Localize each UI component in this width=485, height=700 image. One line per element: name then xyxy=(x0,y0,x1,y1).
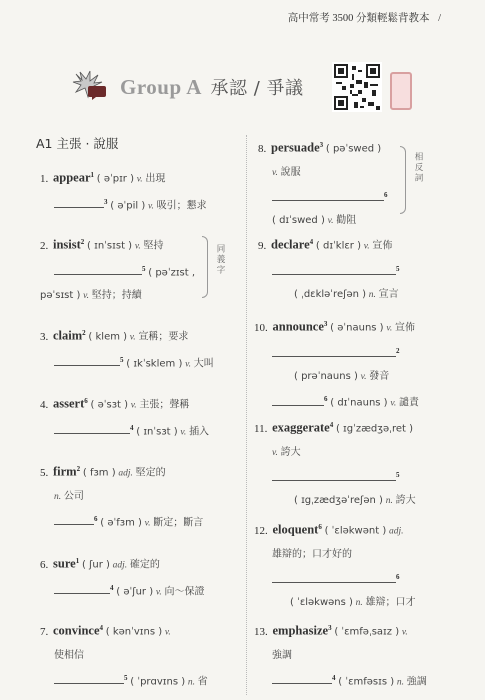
part-of-speech: adj. xyxy=(388,526,404,537)
level-marker: 5 xyxy=(396,470,400,479)
item-number: 8. xyxy=(258,142,267,155)
phonetic: ( fɜm ) xyxy=(82,467,116,479)
phonetic: ( ˈprɑvɪns ) xyxy=(130,676,186,688)
item-number: 11. xyxy=(254,422,268,435)
list-item xyxy=(40,617,208,693)
phonetic: ( əˈpɪr ) xyxy=(96,173,134,185)
list-item xyxy=(254,516,416,614)
phonetic: ( dɪˈklɛr ) xyxy=(315,240,361,252)
definition: 大叫 xyxy=(193,358,214,370)
synonym-brace xyxy=(202,236,208,298)
answer-blank[interactable] xyxy=(272,188,384,201)
level-marker: 3 xyxy=(319,141,324,149)
definition: 雄辯的；口才好的 xyxy=(272,548,352,560)
phonetic: ( ˈɛləkwənt ) xyxy=(324,525,387,537)
level-marker: 6 xyxy=(318,523,322,531)
definition: 宣稱；要求 xyxy=(138,331,189,343)
definition: 公司 xyxy=(63,490,84,502)
answer-blank[interactable] xyxy=(272,344,396,357)
part-of-speech: v. xyxy=(180,427,187,438)
level-marker: 2 xyxy=(82,329,86,337)
phone-icon xyxy=(390,72,412,110)
antonym-brace xyxy=(400,146,406,214)
phonetic: ( əˈnauns ) xyxy=(330,322,384,334)
answer-blank[interactable] xyxy=(54,671,124,684)
headword: exaggerate xyxy=(272,420,330,435)
answer-blank[interactable] xyxy=(272,468,396,481)
phonetic: ( ɪkˈsklem ) xyxy=(126,358,183,370)
part-of-speech: v. xyxy=(134,241,141,252)
phonetic: ( ˈɛləkwəns ) xyxy=(290,597,353,609)
part-of-speech: v. xyxy=(327,216,334,227)
definition: 宣言 xyxy=(378,289,399,301)
level-marker: 5 xyxy=(120,355,124,364)
answer-blank[interactable] xyxy=(272,262,396,275)
level-marker: 6 xyxy=(324,395,328,404)
answer-blank[interactable] xyxy=(272,671,332,684)
definition: 確定的 xyxy=(129,559,160,571)
definition: 吸引；懇求 xyxy=(156,200,207,212)
phonetic: ( ɪnˈsɜt ) xyxy=(136,426,178,438)
level-marker: 4 xyxy=(130,423,134,432)
synonym-note: 同義字 xyxy=(215,244,225,276)
part-of-speech: n. xyxy=(355,598,363,609)
level-marker: 4 xyxy=(110,583,114,592)
qr-code-icon[interactable] xyxy=(332,62,382,112)
phonetic: ( əˈsɜt ) xyxy=(90,399,129,411)
part-of-speech: v. xyxy=(390,398,397,409)
list-item xyxy=(40,322,214,375)
definition: 譴責 xyxy=(398,397,419,409)
page-header xyxy=(288,10,441,25)
definition: 省 xyxy=(197,676,208,688)
headword: claim xyxy=(53,328,83,343)
level-marker: 4 xyxy=(332,673,336,682)
phonetic: ( dɪˈnauns ) xyxy=(330,397,388,409)
definition: 雄辯；口才 xyxy=(365,597,416,609)
part-of-speech: v. xyxy=(272,167,278,178)
phonetic: ( ɪgˌzædʒəˈreʃən ) xyxy=(294,495,383,507)
page-marker: / xyxy=(438,13,441,24)
headword: assert xyxy=(53,396,85,411)
phonetic: ( dɪˈswed ) xyxy=(272,215,325,227)
answer-blank[interactable] xyxy=(54,195,104,208)
headword: emphasize xyxy=(272,623,329,638)
list-item xyxy=(258,231,400,306)
level-marker: 3 xyxy=(328,624,332,632)
list-item xyxy=(40,390,209,443)
list-item xyxy=(40,164,207,217)
antonym-note: 相反詞 xyxy=(413,152,423,184)
part-of-speech: v. xyxy=(164,627,171,638)
phonetic: ( əˈpil ) xyxy=(110,200,146,212)
item-number: 6. xyxy=(40,558,49,571)
definition: 主張；聲稱 xyxy=(139,399,190,411)
definition: 堅定的 xyxy=(135,467,166,479)
level-marker: 3 xyxy=(104,197,108,206)
level-marker: 4 xyxy=(309,238,314,246)
item-number: 3. xyxy=(40,330,49,343)
level-marker: 6 xyxy=(94,514,98,523)
phonetic: ( kənˈvɪns ) xyxy=(105,626,163,638)
definition: 強調 xyxy=(406,676,427,688)
headword: sure xyxy=(53,556,76,571)
phonetic: pəˈsɪst ) xyxy=(40,290,81,302)
level-marker: 5 xyxy=(142,264,146,273)
definition: 斷定；斷言 xyxy=(153,517,204,529)
definition: 出現 xyxy=(145,173,166,185)
definition: 使相信 xyxy=(54,649,84,661)
part-of-speech: v. xyxy=(155,587,162,598)
item-number: 9. xyxy=(258,239,267,252)
level-marker: 6 xyxy=(396,572,400,581)
definition: 堅持；持續 xyxy=(91,290,142,302)
phonetic: ( ʃur ) xyxy=(81,559,110,571)
group-heading xyxy=(120,74,304,100)
part-of-speech: v. xyxy=(129,332,136,343)
answer-blank[interactable] xyxy=(272,393,324,406)
part-of-speech: n. xyxy=(396,677,404,688)
list-item xyxy=(254,313,419,415)
headword: appear xyxy=(53,170,91,185)
headword: announce xyxy=(272,319,324,334)
definition: 發音 xyxy=(369,371,390,383)
level-marker: 5 xyxy=(396,264,400,273)
definition: 宣佈 xyxy=(394,322,415,334)
part-of-speech: n. xyxy=(385,496,393,507)
level-marker: 4 xyxy=(329,421,334,429)
headword: eloquent xyxy=(272,522,319,537)
item-number: 5. xyxy=(40,466,49,479)
item-number: 4. xyxy=(40,398,49,411)
speech-burst-icon xyxy=(72,70,108,100)
headword: firm xyxy=(53,464,77,479)
list-item xyxy=(40,550,205,603)
part-of-speech: v. xyxy=(83,291,90,302)
part-of-speech: adj. xyxy=(118,468,133,479)
item-number: 13. xyxy=(254,625,268,638)
answer-blank[interactable] xyxy=(54,353,120,366)
phonetic: ( ɪgˈzædʒəˌret ) xyxy=(335,423,413,435)
level-marker: 6 xyxy=(84,397,88,405)
part-of-speech: v. xyxy=(147,201,154,212)
item-number: 7. xyxy=(40,625,49,638)
answer-blank[interactable] xyxy=(54,512,94,525)
list-item xyxy=(254,617,427,693)
level-marker: 5 xyxy=(124,673,128,682)
level-marker: 3 xyxy=(323,320,328,328)
headword: declare xyxy=(271,237,310,252)
list-item xyxy=(40,458,203,534)
part-of-speech: v. xyxy=(386,323,393,334)
list-item xyxy=(258,134,388,232)
column-divider xyxy=(246,135,247,695)
part-of-speech: v. xyxy=(144,518,151,529)
level-marker: 6 xyxy=(384,190,388,199)
definition: 宣佈 xyxy=(372,240,393,252)
part-of-speech: n. xyxy=(54,491,62,502)
item-number: 12. xyxy=(254,524,268,537)
definition: 說服 xyxy=(280,166,301,178)
headword: persuade xyxy=(271,140,320,155)
section-heading: A1 主張 · 說服 xyxy=(36,136,119,151)
definition: 堅持 xyxy=(143,240,164,252)
part-of-speech: v. xyxy=(360,372,367,383)
definition: 強調 xyxy=(272,649,292,661)
definition: 插入 xyxy=(189,426,210,438)
group-subtitle: 承認 / 爭議 xyxy=(210,78,304,99)
level-marker: 4 xyxy=(99,624,104,632)
level-marker: 2 xyxy=(76,465,81,473)
part-of-speech: v. xyxy=(185,359,191,370)
book-title: 高中常考 3500 分類輕鬆背教本 xyxy=(287,13,430,24)
phonetic: ( ɪnˈsɪst ) xyxy=(87,240,133,252)
item-number: 10. xyxy=(254,321,268,334)
item-number: 2. xyxy=(40,239,49,252)
level-marker: 2 xyxy=(80,238,85,246)
definition: 向～保證 xyxy=(164,586,205,598)
list-item xyxy=(40,231,195,307)
part-of-speech: v. xyxy=(136,174,143,185)
phonetic: ( prəˈnauns ) xyxy=(294,371,358,383)
list-item xyxy=(254,414,416,512)
phonetic: ( pəˈzɪst , xyxy=(148,267,196,279)
part-of-speech: v. xyxy=(401,627,408,638)
level-marker: 2 xyxy=(396,346,400,355)
group-label: Group A xyxy=(120,75,201,99)
part-of-speech: adj. xyxy=(112,560,128,571)
part-of-speech: v. xyxy=(272,447,278,458)
part-of-speech: v. xyxy=(130,400,137,411)
definition: 誇大 xyxy=(395,495,416,507)
definition: 誇大 xyxy=(280,446,301,458)
answer-blank[interactable] xyxy=(54,581,110,594)
answer-blank[interactable] xyxy=(272,570,396,583)
item-number: 1. xyxy=(40,172,49,185)
phonetic: ( əˈʃur ) xyxy=(116,586,154,598)
phonetic: ( ˈɛmfəˌsaɪz ) xyxy=(334,626,400,638)
definition: 勸阻 xyxy=(336,215,357,227)
part-of-speech: n. xyxy=(187,677,196,688)
group-title-row xyxy=(72,60,422,116)
headword: convince xyxy=(53,623,100,638)
answer-blank[interactable] xyxy=(54,262,142,275)
level-marker: 1 xyxy=(75,557,80,565)
headword: insist xyxy=(53,237,81,252)
phonetic: ( ˈɛmfəsɪs ) xyxy=(338,676,395,688)
phonetic: ( pəˈswed ) xyxy=(325,143,382,155)
phonetic: ( klem ) xyxy=(88,331,128,343)
phonetic: ( ˌdɛkləˈreʃən ) xyxy=(294,289,367,301)
answer-blank[interactable] xyxy=(54,421,130,434)
part-of-speech: v. xyxy=(363,241,370,252)
phonetic: ( əˈfɜm ) xyxy=(100,517,142,529)
part-of-speech: n. xyxy=(368,290,376,301)
level-marker: 1 xyxy=(90,171,94,179)
